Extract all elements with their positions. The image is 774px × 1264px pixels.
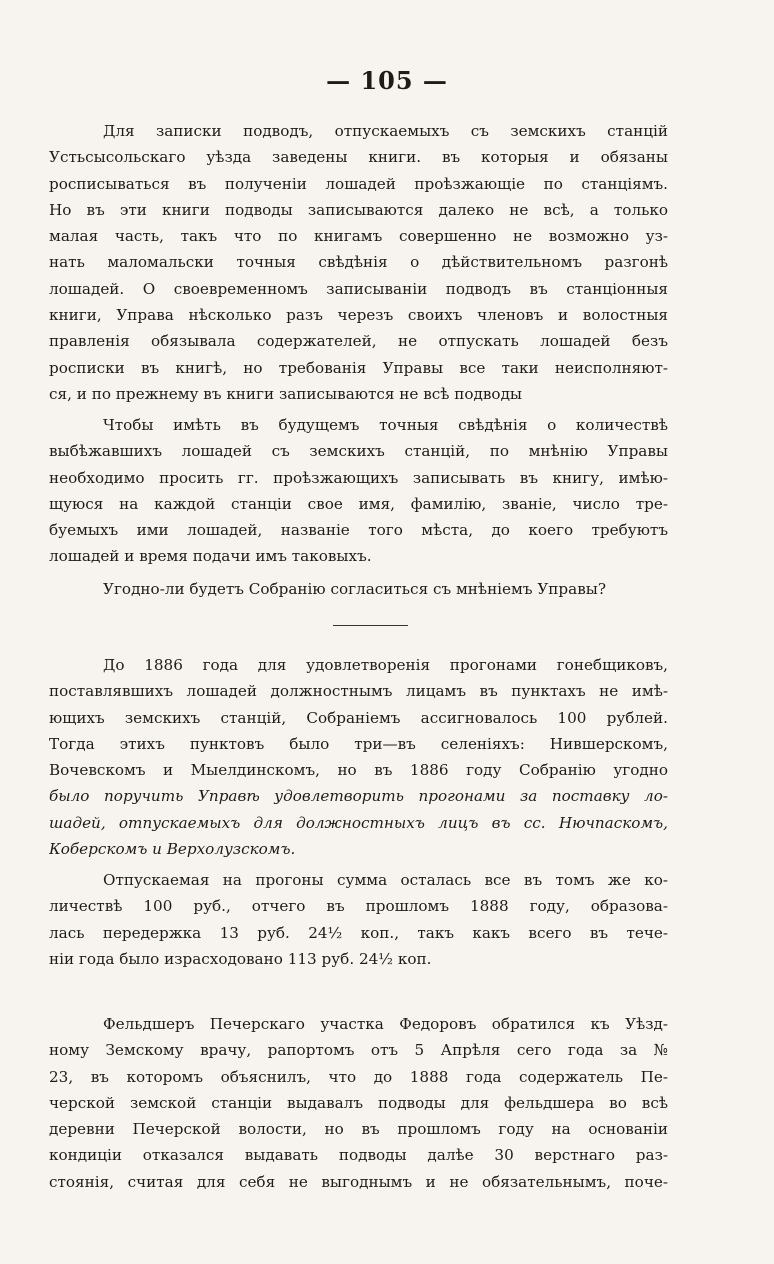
text-line: малая часть, такъ что по книгамъ совершенно не возможно уз- bbox=[49, 227, 668, 246]
text-line: выбѣжавшихъ лошадей съ земскихъ станцій, по мнѣнію Управы bbox=[49, 442, 668, 461]
text-line: личествѣ 100 руб., отчего въ прошломъ 1888 году, образова- bbox=[49, 897, 668, 916]
paragraph-question bbox=[103, 576, 668, 602]
text-line: росписки въ книгѣ, но требованія Управы все таки неисполняют- bbox=[49, 358, 668, 377]
text-line: Чтобы имѣть въ будущемъ точныя свѣдѣнія о количествѣ bbox=[103, 416, 668, 434]
text-line: поставлявшихъ лошадей должностнымъ лицамъ въ пунктахъ не имѣ- bbox=[49, 682, 668, 701]
text-line: черской земской станціи выдавалъ подводы для фельдшера во всѣ bbox=[49, 1093, 668, 1112]
text-line: Коберскомъ и Верхолузскомъ. bbox=[49, 840, 296, 859]
section-divider bbox=[333, 625, 408, 626]
text-line: кондиціи отказался выдавать подводы далѣе 30 верстнаго раз- bbox=[49, 1146, 668, 1165]
page-number: — 105 — bbox=[326, 66, 448, 95]
text-line: Тогда этихъ пунктовъ было три—въ селеніяхъ: Нившерскомъ, bbox=[49, 734, 668, 753]
text-line: Но въ эти книги подводы записываются далеко не всѣ, а только bbox=[49, 200, 668, 219]
text-line: Для записки подводъ, отпускаемыхъ съ земскихъ станцій bbox=[103, 122, 668, 140]
text-line: Угодно-ли будетъ Собранію согласиться съ мнѣніемъ Управы? bbox=[103, 580, 606, 598]
text-line: буемыхъ ими лошадей, названіе того мѣста, до коего требуютъ bbox=[49, 521, 668, 540]
text-line: 23, въ которомъ объяснилъ, что до 1888 года содержатель Пе- bbox=[49, 1067, 668, 1086]
text-line: ному Земскому врачу, рапортомъ отъ 5 Апрѣля сего года за № bbox=[49, 1041, 668, 1060]
text-line: лошадей. О своевременномъ записываніи подводъ въ станціонныя bbox=[49, 279, 668, 298]
paragraph-sum-remained bbox=[49, 867, 668, 972]
text-line: ся, и по прежнему въ книги записываются не всѣ подводы bbox=[49, 384, 523, 403]
text-line: Отпускаемая на прогоны сумма осталась все въ томъ же ко- bbox=[103, 871, 668, 889]
text-line: нать маломальски точныя свѣдѣнія о дѣйствительномъ разгонѣ bbox=[49, 253, 668, 272]
text-line: лошадей и время подачи имъ таковыхъ. bbox=[49, 547, 372, 566]
paragraph-record-proposal bbox=[49, 412, 668, 570]
text-line: лась передержка 13 руб. 24½ коп., такъ какъ всего въ тече- bbox=[49, 923, 668, 942]
text-line: ніи года было израсходовано 113 руб. 24½ коп. bbox=[49, 949, 432, 968]
text-line: книги, Управа нѣсколько разъ черезъ своихъ членовъ и волостныя bbox=[49, 306, 668, 325]
text-line: правленія обязывала содержателей, не отпускать лошадей безъ bbox=[49, 332, 668, 351]
text-line: деревни Печерской волости, но въ прошломъ году на основаніи bbox=[49, 1120, 668, 1139]
text-line: До 1886 года для удовлетворенія прогонами гонебщиковъ, bbox=[103, 656, 668, 674]
text-line: стоянія, считая для себя не выгоднымъ и не обязательнымъ, поче- bbox=[49, 1172, 668, 1191]
text-line: необходимо просить гг. проѣзжающихъ записывать въ книгу, имѣю- bbox=[49, 468, 668, 487]
text-line: Вочевскомъ и Мыелдинскомъ, но въ 1886 году Собранію угодно bbox=[49, 761, 668, 780]
text-line: Фельдшеръ Печерскаго участка Федоровъ обратился къ Уѣзд- bbox=[103, 1015, 668, 1033]
text-line: щуюся на каждой станціи свое имя, фамилію, званіе, число тре- bbox=[49, 494, 668, 513]
paragraph-feldsher-report bbox=[49, 1011, 668, 1195]
paragraph-stations-books bbox=[49, 118, 668, 407]
text-line: росписываться въ полученіи лошадей проѣзжающіе по станціямъ. bbox=[49, 174, 668, 193]
text-line: ющихъ земскихъ станцій, Собраніемъ ассигновалось 100 рублей. bbox=[49, 708, 668, 727]
text-line: было поручить Управѣ удовлетворить прогонами за поставку ло- bbox=[49, 787, 668, 806]
text-line: Устьсысольскаго уѣзда заведены книги. въ которыя и обязаны bbox=[49, 148, 668, 167]
text-line: шадей, отпускаемыхъ для должностныхъ лицъ въ сс. Нючпаскомъ, bbox=[49, 813, 668, 832]
paragraph-prior-1886 bbox=[49, 652, 668, 862]
